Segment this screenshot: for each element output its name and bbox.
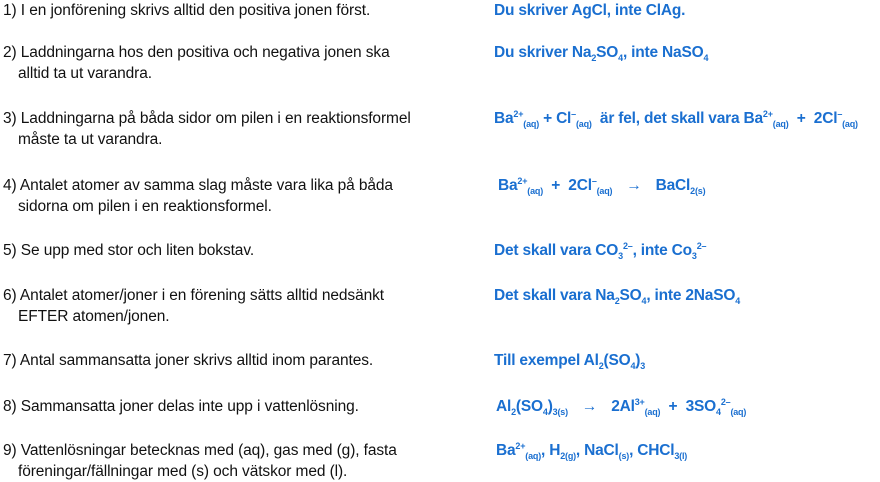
e7-text-2: (SO: [603, 352, 631, 369]
e5-sup-2: 2–: [696, 241, 707, 251]
e3-sup-1: 2+: [513, 109, 524, 119]
e2-text-1: Du skriver Na: [494, 44, 592, 61]
rule-4: [3, 175, 473, 217]
e5-sup-1: 2–: [622, 241, 633, 251]
e2-text-3: , inte NaSO: [622, 44, 704, 61]
e4-sub-3: 2(s): [690, 186, 706, 196]
e8-text-2: (SO: [515, 398, 543, 415]
e6-sub-3: 4: [735, 296, 741, 306]
e9-text-2: , H: [541, 442, 561, 459]
e5-sub-1: 3: [618, 251, 623, 261]
rule-9-line-2: föreningar/fällningar med (s) och vätskor med (l).: [18, 463, 348, 480]
rule-9: [3, 440, 473, 482]
reaction-arrow-icon: →: [581, 398, 598, 415]
e3-sub-4: (aq): [842, 119, 858, 129]
e8-sup-5: 2–: [720, 397, 731, 407]
e8-sub-5: 4: [716, 407, 721, 417]
e3-sub-2: (aq): [575, 119, 592, 129]
e4-sup-1: 2+: [517, 176, 528, 186]
e5-sub-2: 3: [691, 251, 697, 261]
e3-sup-2: –: [571, 109, 576, 119]
e9-sup-1: 2+: [515, 441, 526, 451]
e7-text-3: ): [635, 352, 641, 369]
example-7: [494, 350, 878, 371]
e8-sub-2: 4: [542, 407, 548, 417]
e4-sub-2: (aq): [596, 186, 613, 196]
e6-text-2: SO: [619, 287, 642, 304]
e8-text-3: ): [547, 398, 553, 415]
e7-sub-3: 3: [640, 361, 646, 371]
e3-sup-4: –: [837, 109, 843, 119]
e3-text-2: + Cl: [539, 110, 572, 127]
example-5: [494, 240, 878, 261]
e9-sub-1: (aq): [525, 451, 541, 461]
e3-sub-3: (aq): [772, 119, 789, 129]
rule-6-line-1: 6) Antalet atomer/joner i en förening sätts alltid nedsänkt: [3, 287, 384, 304]
e9-text-4: , CHCl: [629, 442, 675, 459]
example-4: [498, 175, 880, 196]
e6-text-1: Det skall vara Na: [494, 287, 615, 304]
e4-text-3: BaCl: [655, 177, 691, 194]
e8-sub-1: 2: [511, 407, 516, 417]
e2-sub-2: 4: [618, 53, 623, 63]
e3-text-1: Ba: [494, 110, 514, 127]
e3-text-3: är fel, det skall vara Ba: [591, 110, 763, 127]
rule-6: [3, 285, 473, 327]
reaction-arrow-icon: →: [626, 177, 642, 194]
rule-3-line-1: 3) Laddningarna på båda sidor om pilen i en reaktionsformel: [3, 110, 411, 127]
e3-sup-3: 2+: [762, 109, 773, 119]
e3-text-4: + 2Cl: [788, 110, 838, 127]
e4-sub-1: (aq): [527, 186, 543, 196]
e9-text-3: , NaCl: [575, 442, 619, 459]
e4-text-2: + 2Cl: [543, 177, 592, 194]
e6-sub-2: 4: [641, 296, 647, 306]
e2-sub-3: 4: [703, 53, 709, 63]
e9-sub-4: 3(l): [674, 451, 688, 461]
e7-sub-2: 4: [630, 361, 636, 371]
rule-1: [3, 0, 473, 21]
rule-8: [3, 396, 473, 417]
example-1: [494, 0, 878, 21]
e6-text-3: , inte 2NaSO: [646, 287, 736, 304]
e5-text-2: , inte Co: [632, 242, 692, 259]
e4-text-1: Ba: [498, 177, 518, 194]
e5-text-1: Det skall vara CO: [494, 242, 619, 259]
e8-sub-3: 3(s): [552, 407, 568, 417]
e3-sub-1: (aq): [523, 119, 539, 129]
e6-sub-1: 2: [614, 296, 620, 306]
rule-2: [3, 42, 473, 84]
rule-6-line-2: EFTER atomen/jonen.: [18, 308, 170, 325]
e8-sub-6: (aq): [730, 407, 747, 417]
example-9: [496, 440, 880, 461]
rule-2-line-1: 2) Laddningarna hos den positiva och negativa jonen ska: [3, 44, 390, 61]
rule-7: [3, 350, 473, 371]
e7-sub-1: 2: [598, 361, 604, 371]
rule-3-line-2: måste ta ut varandra.: [18, 131, 163, 148]
rule-7-line-1: 7) Antal sammansatta joner skrivs alltid inom parantes.: [3, 352, 374, 369]
e7-text-1: Till exempel Al: [494, 352, 599, 369]
e9-sub-3: (s): [618, 451, 630, 461]
rule-8-line-1: 8) Sammansatta joner delas inte upp i vattenlösning.: [3, 398, 359, 415]
rule-4-line-1: 4) Antalet atomer av samma slag måste vara lika på båda: [3, 177, 393, 194]
rule-3: [3, 108, 473, 150]
e2-text-2: SO: [596, 44, 619, 61]
e8-sub-4: (aq): [644, 407, 661, 417]
rule-5-line-1: 5) Se upp med stor och liten bokstav.: [3, 242, 255, 259]
example-8: [496, 396, 880, 417]
e9-sub-2: 2(g): [560, 451, 576, 461]
e4-sup-2: –: [591, 176, 597, 186]
e8-text-1: Al: [496, 398, 512, 415]
e8-text-4: 2Al: [611, 398, 635, 415]
rule-2-line-2: alltid ta ut varandra.: [18, 65, 152, 82]
e2-sub-1: 2: [591, 53, 597, 63]
rule-1-line-1: 1) I en jonförening skrivs alltid den positiva jonen först.: [3, 2, 371, 19]
example-3: [494, 108, 878, 129]
example-6: [494, 285, 878, 306]
e9-text-1: Ba: [496, 442, 516, 459]
rule-5: [3, 240, 473, 261]
example-2: [494, 42, 878, 63]
example-1-text: Du skriver AgCl, inte ClAg.: [494, 2, 686, 19]
e8-text-5: + 3SO: [660, 398, 717, 415]
e8-sup-4: 3+: [634, 397, 645, 407]
rule-9-line-1: 9) Vattenlösningar betecknas med (aq), gas med (g), fasta: [3, 442, 397, 459]
rule-4-line-2: sidorna om pilen i en reaktionsformel.: [18, 198, 272, 215]
